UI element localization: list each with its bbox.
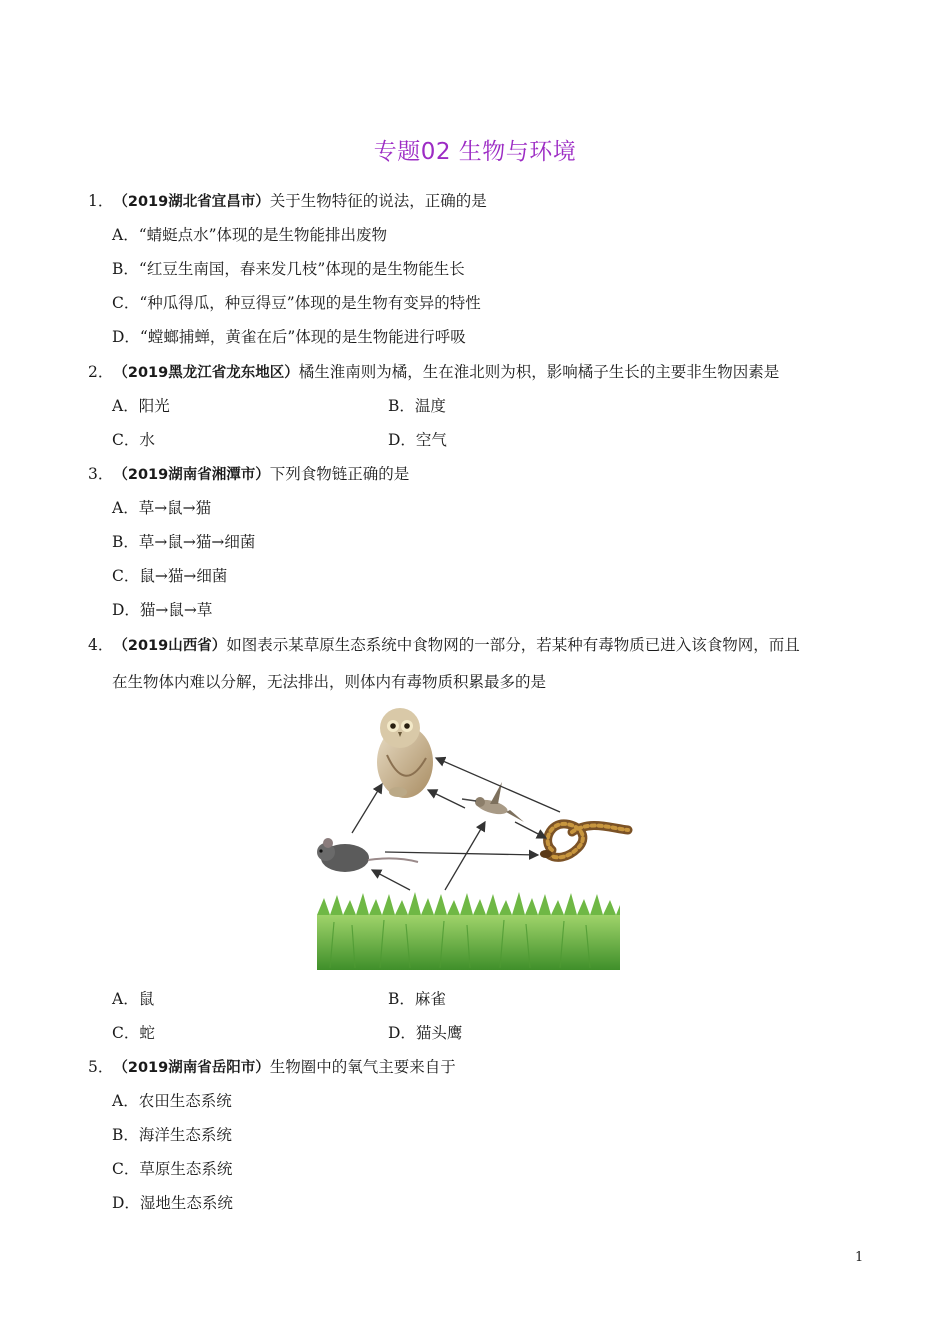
option-2a: A．阳光: [112, 397, 170, 415]
question-stem: 下列食物链正确的是: [269, 465, 410, 483]
question-number: 5．: [88, 1058, 114, 1076]
question-source: （2019湖南省湘潭市）: [113, 467, 270, 483]
question-number: 2．: [88, 363, 114, 381]
page-number: 1: [855, 1250, 864, 1265]
option-4c: C．蛇: [112, 1024, 155, 1042]
option-3d: D．猫→鼠→草: [112, 601, 213, 619]
owl-image: [377, 708, 433, 798]
arrow-grass-to-mouse: [372, 870, 410, 890]
option-1a: A．“蜻蜓点水”体现的是生物能排出废物: [112, 226, 388, 244]
question-source: （2019湖南省岳阳市）: [113, 1060, 270, 1076]
question-source: （2019黑龙江省龙东地区）: [113, 365, 299, 381]
question-number: 1．: [88, 192, 114, 210]
option-5d: D．湿地生态系统: [112, 1194, 233, 1212]
option-3c: C．鼠→猫→细菌: [112, 567, 228, 585]
food-web-figure: [310, 700, 640, 975]
arrow-bird-to-owl: [428, 790, 465, 808]
option-4b: B．麻雀: [388, 990, 446, 1008]
question-number: 4．: [88, 636, 114, 654]
grass-image: [317, 892, 620, 970]
question-stem: 如图表示某草原生态系统中食物网的一部分，若某种有毒物质已进入该食物网，而且: [226, 636, 800, 654]
arrow-grass-to-bird: [445, 822, 485, 890]
mouse-image: [317, 838, 418, 872]
option-2b: B．温度: [388, 397, 446, 415]
arrow-bird-to-snake: [515, 822, 546, 838]
option-2d: D．空气: [388, 431, 447, 449]
option-4d: D．猫头鹰: [388, 1024, 463, 1042]
option-1c: C．“种瓜得瓜，种豆得豆”体现的是生物有变异的特性: [112, 294, 481, 312]
question-2: [88, 362, 779, 383]
question-5: [88, 1057, 456, 1078]
question-source: （2019山西省）: [113, 638, 227, 654]
question-stem: 生物圈中的氧气主要来自于: [269, 1058, 456, 1076]
option-1d: D．“螳螂捕蝉，黄雀在后”体现的是生物能进行呼吸: [112, 328, 466, 346]
question-stem: 橘生淮南则为橘，生在淮北则为枳，影响橘子生长的主要非生物因素是: [298, 363, 780, 381]
option-3a: A．草→鼠→猫: [112, 499, 212, 517]
arrow-mouse-to-owl: [352, 784, 382, 833]
page-title: 专题02 生物与环境: [373, 139, 577, 165]
bird-image: [462, 782, 524, 822]
question-number: 3．: [88, 465, 114, 483]
question-source: （2019湖北省宜昌市）: [113, 194, 270, 210]
food-web-illustration: [310, 700, 640, 975]
question-1: [88, 191, 487, 212]
option-2c: C．水: [112, 431, 155, 449]
question-4-stem-continued: 在生物体内难以分解，无法排出，则体内有毒物质积累最多的是: [112, 673, 547, 691]
question-stem: 关于生物特征的说法，正确的是: [269, 192, 487, 210]
question-4: [88, 635, 800, 656]
option-5a: A．农田生态系统: [112, 1092, 232, 1110]
question-3: [88, 464, 409, 485]
option-4a: A．鼠: [112, 990, 155, 1008]
option-1b: B．“红豆生南国，春来发几枝”体现的是生物能生长: [112, 260, 465, 278]
snake-image: [540, 824, 628, 858]
arrow-mouse-to-snake: [385, 852, 538, 855]
option-5c: C．草原生态系统: [112, 1160, 233, 1178]
option-3b: B．草→鼠→猫→细菌: [112, 533, 256, 551]
option-5b: B．海洋生态系统: [112, 1126, 232, 1144]
